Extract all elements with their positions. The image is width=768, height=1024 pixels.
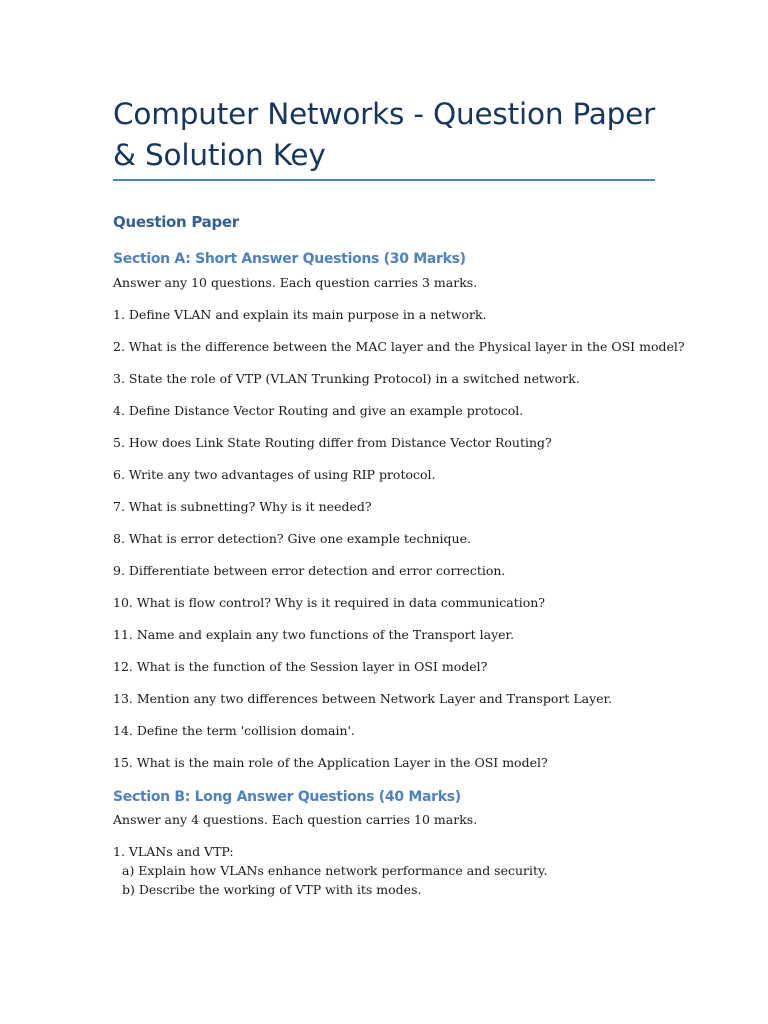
- question-item: 11. Name and explain any two functions of the Transport layer.: [113, 627, 515, 642]
- question-item: 13. Mention any two differences between Network Layer and Transport Layer.: [113, 691, 613, 706]
- long-question-title: 1. VLANs and VTP:: [113, 844, 234, 859]
- question-item: 14. Define the term 'collision domain'.: [113, 723, 355, 738]
- question-item: 8. What is error detection? Give one example technique.: [113, 531, 471, 546]
- question-item: 3. State the role of VTP (VLAN Trunking Protocol) in a switched network.: [113, 371, 580, 386]
- question-item: 1. Define VLAN and explain its main purpose in a network.: [113, 307, 487, 322]
- section-b-instructions: Answer any 4 questions. Each question carries 10 marks.: [113, 812, 478, 827]
- section-a-instructions: Answer any 10 questions. Each question carries 3 marks.: [113, 275, 478, 290]
- question-item: 7. What is subnetting? Why is it needed?: [113, 499, 372, 514]
- question-paper-heading: Question Paper: [113, 213, 239, 231]
- section-a-heading: Section A: Short Answer Questions (30 Marks): [113, 251, 466, 267]
- title-underline: [113, 179, 655, 181]
- section-b-heading: Section B: Long Answer Questions (40 Marks): [113, 789, 461, 805]
- question-item: 4. Define Distance Vector Routing and give an example protocol.: [113, 403, 524, 418]
- question-item: 10. What is flow control? Why is it required in data communication?: [113, 595, 545, 610]
- long-question-part: b) Describe the working of VTP with its modes.: [122, 882, 422, 897]
- question-item: 6. Write any two advantages of using RIP protocol.: [113, 467, 436, 482]
- long-question-part: a) Explain how VLANs enhance network performance and security.: [122, 863, 548, 878]
- document-title: Computer Networks - Question Paper & Solution Key: [113, 97, 656, 172]
- question-item: 9. Differentiate between error detection and error correction.: [113, 563, 506, 578]
- question-item: 2. What is the difference between the MAC layer and the Physical layer in the OSI model?: [113, 339, 685, 354]
- question-item: 15. What is the main role of the Application Layer in the OSI model?: [113, 755, 548, 770]
- question-item: 5. How does Link State Routing differ from Distance Vector Routing?: [113, 435, 552, 450]
- question-item: 12. What is the function of the Session layer in OSI model?: [113, 659, 488, 674]
